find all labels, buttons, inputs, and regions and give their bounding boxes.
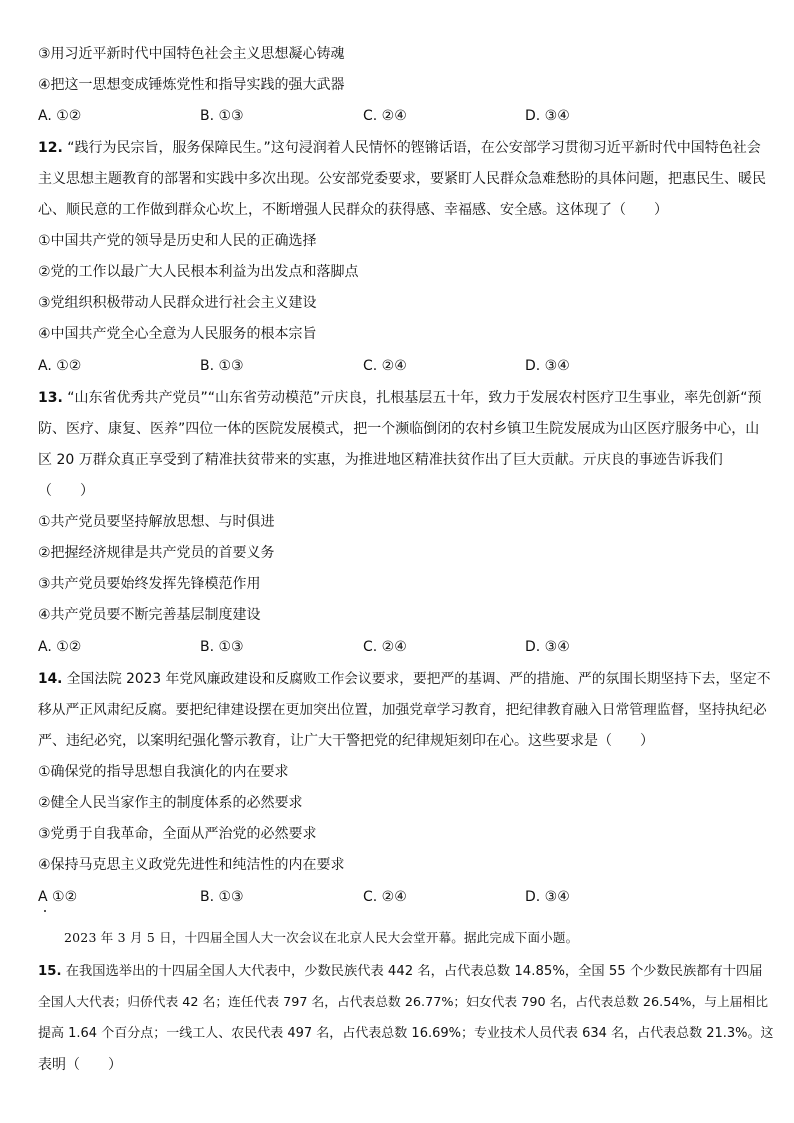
q13-choice-c[interactable]: C. ②④ [363,639,407,655]
q12-option-2: ②党的工作以最广大人民根本利益为出发点和落脚点 [38,264,359,280]
q12-stem-line-3: 心、顺民意的工作做到群众心坎上，不断增强人民群众的获得感、幸福感、安全感。这体现了（ ） [38,202,668,218]
q14-choice-a[interactable]: A ①② [38,889,78,905]
q13-option-3: ③共产党员要始终发挥先锋模范作用 [38,576,261,592]
q13-stem-line-1 [38,388,762,408]
q13-option-2: ②把握经济规律是共产党员的首要义务 [38,545,275,561]
q13-stem-text-1: “山东省优秀共产党员”“山东省劳动模范”亓庆良，扎根基层五十年，致力于发展农村医疗卫生事业，率先创新“预 [67,390,762,406]
q12-stem-line-2: 主义思想主题教育的部署和实践中多次出现。公安部党委要求，要紧盯人民群众急难愁盼的具体问题，把惠民生、暖民 [38,171,766,187]
q14-stem-line-3: 严、违纪必究，以案明纪强化警示教育，让广大干警把党的纪律规矩刻印在心。这些要求是（ ） [38,733,654,749]
q12-option-3: ③党组织积极带动人民群众进行社会主义建设 [38,295,317,311]
q13-number: 13. [38,390,63,406]
q11-choice-c[interactable]: C. ②④ [363,108,407,124]
q14-option-2: ②健全人民当家作主的制度体系的必然要求 [38,795,303,811]
q11-choice-b[interactable]: B. ①③ [200,108,244,124]
q12-option-1: ①中国共产党的领导是历史和人民的正确选择 [38,233,317,249]
stray-dot [44,910,46,912]
q12-stem-line-1 [38,138,761,158]
q15-stem-line-4: 表明（ ） [38,1057,122,1073]
q13-stem-line-3: 区 20 万群众真正享受到了精准扶贫带来的实惠，为推进地区精准扶贫作出了巨大贡献。亓庆良的事迹告诉我们 [38,452,723,468]
q13-stem-line-2: 防、医疗、康复、医养”四位一体的医院发展模式，把一个濒临倒闭的农村乡镇卫生院发展成为山区医疗服务中心，山 [38,421,760,437]
q11-option-4: ④把这一思想变成锤炼党性和指导实践的强大武器 [38,77,345,93]
q12-choice-d[interactable]: D. ③④ [525,358,570,374]
q13-option-4: ④共产党员要不断完善基层制度建设 [38,607,261,623]
q14-choices [38,887,758,907]
q11-choice-d[interactable]: D. ③④ [525,108,570,124]
q12-choice-c[interactable]: C. ②④ [363,358,407,374]
q14-stem-line-1 [38,669,771,689]
q13-option-1: ①共产党员要坚持解放思想、与时俱进 [38,514,275,530]
q15-number: 15. [38,964,62,979]
q12-number: 12. [38,140,63,156]
q14-option-1: ①确保党的指导思想自我演化的内在要求 [38,764,289,780]
q12-choice-b[interactable]: B. ①③ [200,358,244,374]
q11-choice-a[interactable]: A. ①② [38,108,82,124]
q15-stem-text-1: 在我国选举出的十四届全国人大代表中，少数民族代表 442 名，占代表总数 14.85%，全国 55 个少数民族都有十四届 [65,964,763,979]
q12-choices [38,356,758,376]
q14-option-3: ③党勇于自我革命，全面从严治党的必然要求 [38,826,317,842]
q13-choice-b[interactable]: B. ①③ [200,639,244,655]
q12-stem-text-1: “践行为民宗旨，服务保障民生。”这句浸润着人民情怀的铿锵话语，在公安部学习贯彻习近平新时代中国特色社会 [67,140,761,156]
q11-option-3: ③用习近平新时代中国特色社会主义思想凝心铸魂 [38,46,345,62]
q14-choice-b[interactable]: B. ①③ [200,889,244,905]
q14-choice-d[interactable]: D. ③④ [525,889,570,905]
q11-choices [38,106,758,126]
q12-option-4: ④中国共产党全心全意为人民服务的根本宗旨 [38,326,317,342]
q13-choice-a[interactable]: A. ①② [38,639,82,655]
q14-choice-c[interactable]: C. ②④ [363,889,407,905]
q13-choice-d[interactable]: D. ③④ [525,639,570,655]
q15-stem-line-1 [38,962,763,982]
q14-option-4: ④保持马克思主义政党先进性和纯洁性的内在要求 [38,857,345,873]
q14-stem-line-2: 移从严正风肃纪反腐。要把纪律建设摆在更加突出位置，加强党章学习教育，把纪律教育融入日常管理监督，坚持执纪必 [38,702,767,718]
q14-number: 14. [38,671,63,687]
q15-stem-line-2: 全国人大代表；归侨代表 42 名；连任代表 797 名，占代表总数 26.77%；妇女代表 790 名，占代表总数 26.54%，与上届相比 [38,995,769,1010]
q13-stem-line-4: （ ） [38,483,94,499]
q15-stem-line-3: 提高 1.64 个百分点；一线工人、农民代表 497 名，占代表总数 16.69%；专业技术人员代表 634 名，占代表总数 21.3%。这 [38,1026,774,1041]
q12-choice-a[interactable]: A. ①② [38,358,82,374]
q14-stem-text-1: 全国法院 2023 年党风廉政建设和反腐败工作会议要求，要把严的基调、严的措施、严的氛围长期坚持下去，坚定不 [66,671,771,687]
q13-choices [38,637,758,657]
material-intro: 2023 年 3 月 5 日，十四届全国人大一次会议在北京人民大会堂开幕。据此完成下面小题。 [64,930,579,945]
